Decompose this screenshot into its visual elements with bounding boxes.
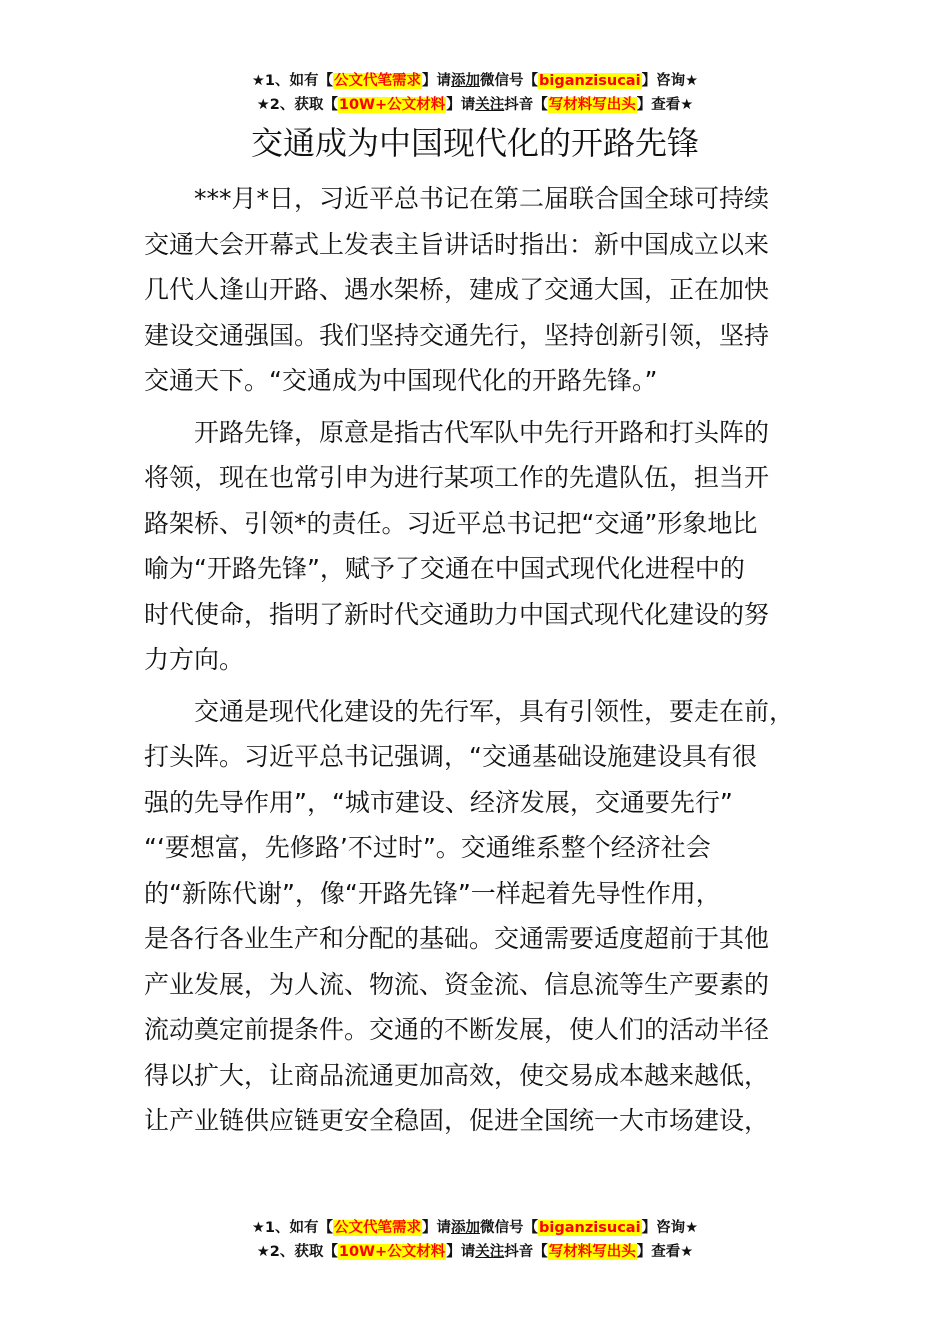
page-title: 交通成为中国现代化的开路先锋 — [250, 124, 699, 162]
text-line: 将领，现在也常引申为进行某项工作的先遣队伍，担当开 — [144, 463, 770, 492]
banner-line-1: ★1、如有【公文代笔需求】请添加微信号【biganzisucai】咨询★ — [251, 73, 699, 89]
text-line: 力方向。 — [144, 645, 245, 674]
document-body — [144, 176, 834, 1150]
banner-line-2: ★2、获取【10W+公文材料】请关注抖音【写材料写出头】查看★ — [256, 97, 694, 113]
text-line: 是各行各业生产和分配的基础。交通需要适度超前于其他 — [144, 924, 770, 953]
text-line: 建设交通强国。我们坚持交通先行，坚持创新引领，坚持 — [144, 320, 770, 350]
header-banner — [0, 69, 950, 117]
text-line: 几代人逢山开路、遇水架桥，建成了交通大国，正在加快 — [144, 275, 770, 304]
text-line: 交通天下。“交通成为中国现代化的开路先锋。” — [144, 366, 658, 395]
banner-highlight-wechat-id: biganzisucai — [539, 1220, 641, 1236]
footer-banner — [0, 1216, 950, 1264]
banner-line-2: ★2、获取【10W+公文材料】请关注抖音【写材料写出头】查看★ — [256, 1244, 694, 1260]
paragraph-1 — [144, 176, 834, 404]
text-line: 开路先锋，原意是指古代军队中先行开路和打头阵的 — [194, 417, 770, 447]
text-line: 时代使命，指明了新时代交通助力中国式现代化建设的努 — [144, 599, 770, 629]
banner-highlight-materials: 10W+公文材料 — [338, 1244, 446, 1260]
text-line: 得以扩大，让商品流通更加高效，使交易成本越来越低， — [144, 1060, 770, 1090]
banner-highlight-douyin: 写材料写出头 — [548, 1244, 636, 1260]
banner-highlight-service: 公文代笔需求 — [334, 73, 422, 89]
banner-highlight-douyin: 写材料写出头 — [548, 97, 636, 113]
paragraph-3 — [144, 689, 834, 1144]
text-line: 打头阵。习近平总书记强调，“交通基础设施建设具有很 — [144, 742, 757, 771]
text-line: 产业发展，为人流、物流、资金流、信息流等生产要素的 — [144, 969, 770, 999]
text-line: 流动奠定前提条件。交通的不断发展，使人们的活动半径 — [144, 1015, 770, 1044]
text-line: ***月*日，习近平总书记在第二届联合国全球可持续 — [194, 184, 770, 213]
paragraph-2 — [144, 410, 834, 683]
text-line: 交通大会开幕式上发表主旨讲话时指出：新中国成立以来 — [144, 229, 770, 259]
banner-highlight-materials: 10W+公文材料 — [338, 97, 446, 113]
banner-highlight-service: 公文代笔需求 — [334, 1220, 422, 1236]
banner-line-1: ★1、如有【公文代笔需求】请添加微信号【biganzisucai】咨询★ — [251, 1220, 699, 1236]
text-line: 交通是现代化建设的先行军，具有引领性，要走在前， — [194, 696, 795, 726]
banner-highlight-wechat-id: biganzisucai — [539, 73, 641, 89]
text-line: 强的先导作用”，“城市建设、经济发展，交通要先行” — [144, 787, 733, 817]
text-line: “‘要想富，先修路’不过时”。交通维系整个经济社会 — [144, 833, 711, 862]
text-line: 的“新陈代谢”，像“开路先锋”一样起着先导性作用， — [144, 878, 721, 908]
text-line: 路架桥、引领*的责任。习近平总书记把“交通”形象地比 — [144, 508, 758, 538]
text-line: 喻为“开路先锋”，赋予了交通在中国式现代化进程中的 — [144, 554, 745, 583]
text-line: 让产业链供应链更安全稳固，促进全国统一大市场建设， — [144, 1106, 770, 1135]
